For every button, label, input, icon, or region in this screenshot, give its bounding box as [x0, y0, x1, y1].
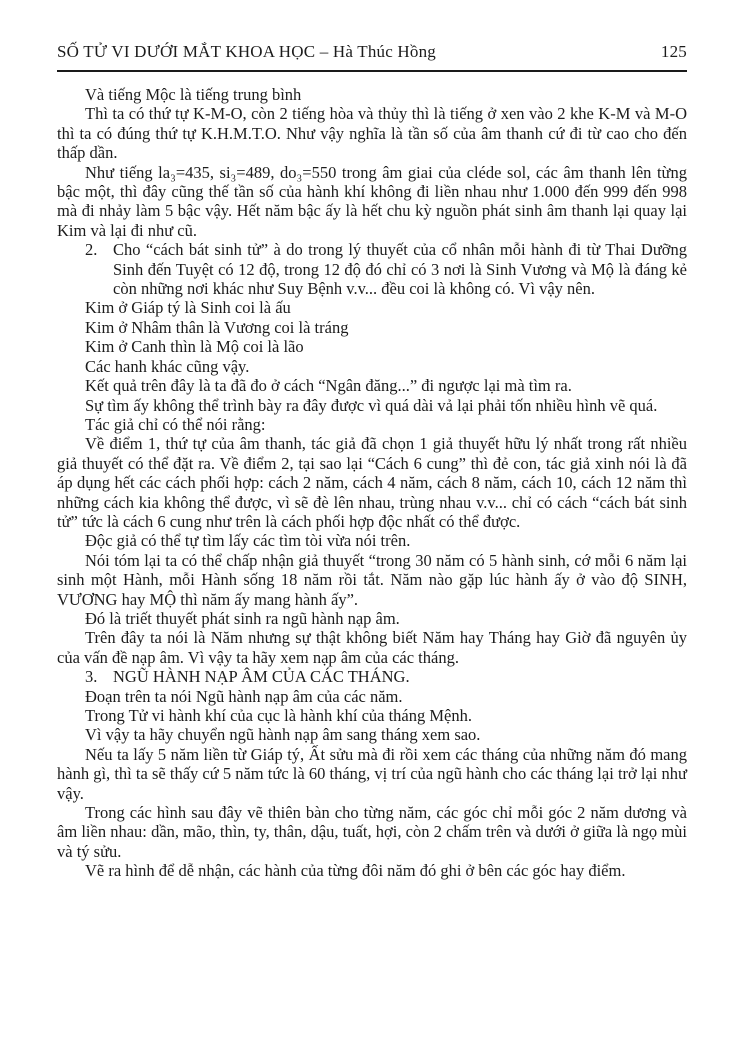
paragraph [57, 85, 687, 104]
paragraph [57, 298, 687, 317]
list-number: 2. [85, 240, 98, 260]
paragraph-text: Vì vậy ta hãy chuyển ngũ hành nạp âm sang tháng xem sao. [85, 725, 481, 745]
paragraph-text: Nói tóm lại ta có thể chấp nhận giả thuyết “trong 30 năm có 5 hành sinh, cớ mỗi 6 năm lại sinh một Hành, mỗi Hành sống 18 năm rồi tắt. Năm nào gặp lúc hành ấy ở vào độ SINH, VƯƠNG hay MỘ thì năm ấy mang hành ấy”. [57, 550, 687, 609]
paragraph-text: Đoạn trên ta nói Ngũ hành nạp âm của các năm. [85, 686, 403, 706]
page-body [57, 85, 687, 881]
paragraph-text: Kết quả trên đây là ta đã đo ở cách “Ngân đăng...” đi ngược lại mà tìm ra. [85, 376, 572, 396]
paragraph-text: Nếu ta lấy 5 năm liền từ Giáp tý, Ất sửu mà đi rồi xem các tháng của những năm đó mang hành gì, thì ta sẽ thấy cứ 5 năm tức là 60 tháng, vị trí của ngũ hành cho các tháng lại trở lại như vậy. [57, 744, 687, 803]
paragraph-text: Đó là triết thuyết phát sinh ra ngũ hành nạp âm. [85, 608, 400, 628]
paragraph-text: Cho “cách bát sinh tử” à do trong lý thuyết của cổ nhân mỗi hành đi từ Thai Dưỡng Sinh đến Tuyệt có 12 độ, trong 12 độ đó chỉ có 3 nơi là Sinh Vương và Mộ là đáng kẻ còn những nơi khác như Suy Bệnh v.v... đều coi là không có. Vì vậy nên. [113, 240, 687, 299]
paragraph-text: Vẽ ra hình để dễ nhận, các hành của từng đôi năm đó ghi ở bên các góc hay điểm. [85, 861, 626, 881]
paragraph [57, 104, 687, 162]
paragraph-text: Kim ở Nhâm thân là Vương coi là tráng [85, 317, 349, 337]
paragraph [57, 745, 687, 803]
paragraph [57, 803, 687, 861]
paragraph [57, 609, 687, 628]
paragraph-text: NGŨ HÀNH NẠP ÂM CỦA CÁC THÁNG. [113, 667, 410, 687]
paragraph [57, 551, 687, 609]
paragraph [57, 357, 687, 376]
header-rule [57, 70, 687, 72]
paragraph [57, 163, 687, 241]
paragraph-text: Trong Tử vi hành khí của cục là hành khí của tháng Mệnh. [85, 706, 472, 725]
paragraph [57, 861, 687, 880]
paragraph [57, 706, 687, 725]
paragraph-text: Các hanh khác cũng vậy. [85, 356, 250, 376]
paragraph-text: Trên đây ta nói là Năm nhưng sự thật không biết Năm hay Tháng hay Giờ đã nguyên ủy của vấn đề nạp âm. Vì vậy ta hãy xem nạp âm của các tháng. [57, 628, 687, 667]
paragraph [57, 337, 687, 356]
running-title: SỐ TỬ VI DƯỚI MẮT KHOA HỌC – Hà Thúc Hồng [57, 42, 436, 61]
paragraph [57, 376, 687, 395]
paragraph [57, 434, 687, 531]
paragraph-text: Kim ở Canh thìn là Mộ coi là lão [85, 337, 304, 357]
paragraph-text: Tác giả chỉ có thể nói rằng: [85, 414, 266, 434]
paragraph-text: Thì ta có thứ tự K-M-O, còn 2 tiếng hòa và thủy thì là tiếng ở xen vào 2 khe K-M và M-O thì ta có đúng thứ tự K.H.M.T.O. Như vậy nghĩa là tần số của âm thanh cứ đi từ cao cho đến thấp dần. [57, 104, 687, 163]
list-number: 3. [85, 667, 98, 687]
paragraph-text: Trong các hình sau đây vẽ thiên bàn cho từng năm, các góc chỉ mỗi góc 2 năm dương và âm liền nhau: dần, mão, thìn, ty, thân, dậu, tuất, hợi, còn 2 chấm trên và dưới ở giữa là ngọ mùi và tý sửu. [57, 803, 687, 861]
paragraph-text: Sự tìm ấy không thể trình bày ra đây được vì quá dài vả lại phải tốn nhiều hình vẽ quá. [85, 395, 658, 415]
paragraph [57, 396, 687, 415]
paragraph [57, 415, 687, 434]
paragraph [57, 240, 687, 298]
page-number: 125 [660, 42, 687, 61]
paragraph-text: Kim ở Giáp tý là Sinh coi là ấu [85, 298, 291, 318]
paragraph [57, 687, 687, 706]
paragraph-text: Và tiếng Mộc là tiếng trung bình [85, 85, 302, 104]
paragraph-text: Độc giả có thể tự tìm lấy các tìm tòi vừa nói trên. [85, 531, 411, 551]
paragraph [57, 628, 687, 667]
paragraph-text: Như tiếng la₃=435, si₃=489, do₃=550 trong âm giai của cléde sol, các âm thanh lên từng bậc một, thì đây cũng thế tần số của hành khí không đi liền nhau như 1.000 đến 999 đến 998 mà đi nhảy làm 5 bậc vậy. Hết năm bậc ấy là hết chu kỳ nguồn phát sinh âm thanh lại quay lại Kim và lại đi như cũ. [57, 162, 687, 240]
paragraph-text: Về điểm 1, thứ tự của âm thanh, tác giả đã chọn 1 giả thuyết hữu lý nhất trong rất nhiều giả thuyết có thể đặt ra. Về điểm 2, tại sao lại “Cách 6 cung” thì đẻ con, tác giả xinh nói là đã áp dụng hết các cách phối hợp: cách 2 năm, cách 4 năm, cách 8 năm, cách 10, cách 12 năm thì những cách kia không thể được, vì sẽ đè lên nhau, trùng nhau v.v... chỉ có cách “cách bát sinh tử” tức là cách 6 cung như trên là cách phối hợp độc nhất có thể được. [57, 434, 687, 531]
paragraph [57, 531, 687, 550]
paragraph [57, 725, 687, 744]
paragraph [57, 318, 687, 337]
page-header [57, 42, 687, 62]
paragraph [57, 667, 687, 686]
